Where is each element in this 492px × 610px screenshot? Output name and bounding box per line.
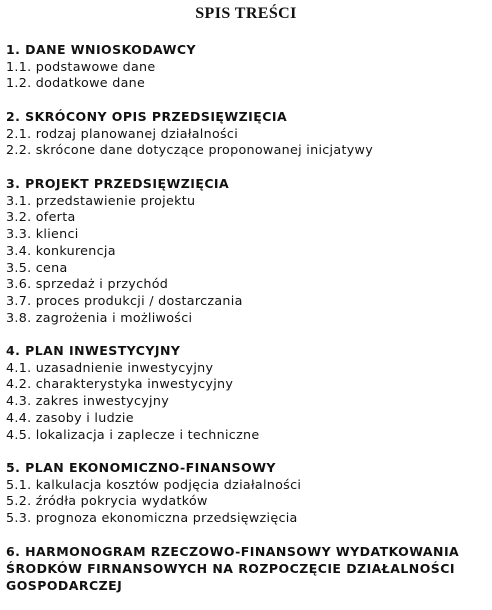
section-items [6, 360, 490, 444]
section-heading-line: ŚRODKÓW FIRNANSOWYCH NA ROZPOCZĘCIE DZIAŁALNOŚCI [6, 561, 455, 576]
section-heading: 3. PROJEKT PRZEDSIĘWZIĘCIA [6, 176, 230, 191]
toc-item: 5.3. prognoza ekonomiczna przedsięwzięcia [6, 510, 298, 526]
section-heading: 1. DANE WNIOSKODAWCY [6, 42, 196, 57]
section-heading-line: 6. HARMONOGRAM RZECZOWO-FINANSOWY WYDATKOWANIA [6, 544, 460, 559]
toc-item: 4.5. lokalizacja i zaplecze i techniczne [6, 426, 260, 442]
toc-item: 1.1. podstawowe dane [6, 58, 156, 74]
toc-section-1 [6, 42, 490, 92]
section-items [6, 59, 490, 93]
toc-item: 3.4. konkurencja [6, 242, 116, 258]
toc-item: 4.2. charakterystyka inwestycyjny [6, 376, 234, 392]
toc-item: 2.2. skrócone dane dotyczące proponowanej inicjatywy [6, 142, 374, 158]
toc-item: 3.2. oferta [6, 209, 76, 225]
section-heading: 2. SKRÓCONY OPIS PRZEDSIĘWZIĘCIA [6, 109, 288, 124]
toc-item: 3.7. proces produkcji / dostarczania [6, 293, 243, 309]
toc-item: 3.5. cena [6, 259, 68, 275]
toc-item: 5.2. źródła pokrycia wydatków [6, 493, 208, 509]
toc-item: 5.1. kalkulacja kosztów podjęcia działalności [6, 476, 302, 492]
section-items [6, 126, 490, 160]
toc-item: 2.1. rodzaj planowanej działalności [6, 125, 239, 141]
toc-item: 4.3. zakres inwestycyjny [6, 393, 170, 409]
section-items [6, 193, 490, 327]
page-title: SPIS TREŚCI [195, 5, 297, 22]
toc-section-6 [6, 543, 490, 594]
section-heading-line: GOSPODARCZEJ [6, 578, 123, 593]
section-heading [6, 543, 490, 594]
section-items [6, 477, 490, 527]
toc-item: 4.1. uzasadnienie inwestycyjny [6, 359, 214, 375]
toc-section-4 [6, 343, 490, 443]
toc-item: 1.2. dodatkowe dane [6, 75, 146, 91]
toc-section-3 [6, 176, 490, 327]
toc-item: 3.6. sprzedaż i przychód [6, 276, 169, 292]
toc-section-5 [6, 460, 490, 527]
section-heading: 4. PLAN INWESTYCYJNY [6, 343, 181, 358]
toc-item: 3.1. przedstawienie projektu [6, 192, 196, 208]
section-heading: 5. PLAN EKONOMICZNO-FINANSOWY [6, 460, 276, 475]
toc-item: 4.4. zasoby i ludzie [6, 409, 134, 425]
toc-section-2 [6, 109, 490, 159]
toc-item: 3.8. zagrożenia i możliwości [6, 310, 193, 326]
toc-item: 3.3. klienci [6, 226, 79, 242]
